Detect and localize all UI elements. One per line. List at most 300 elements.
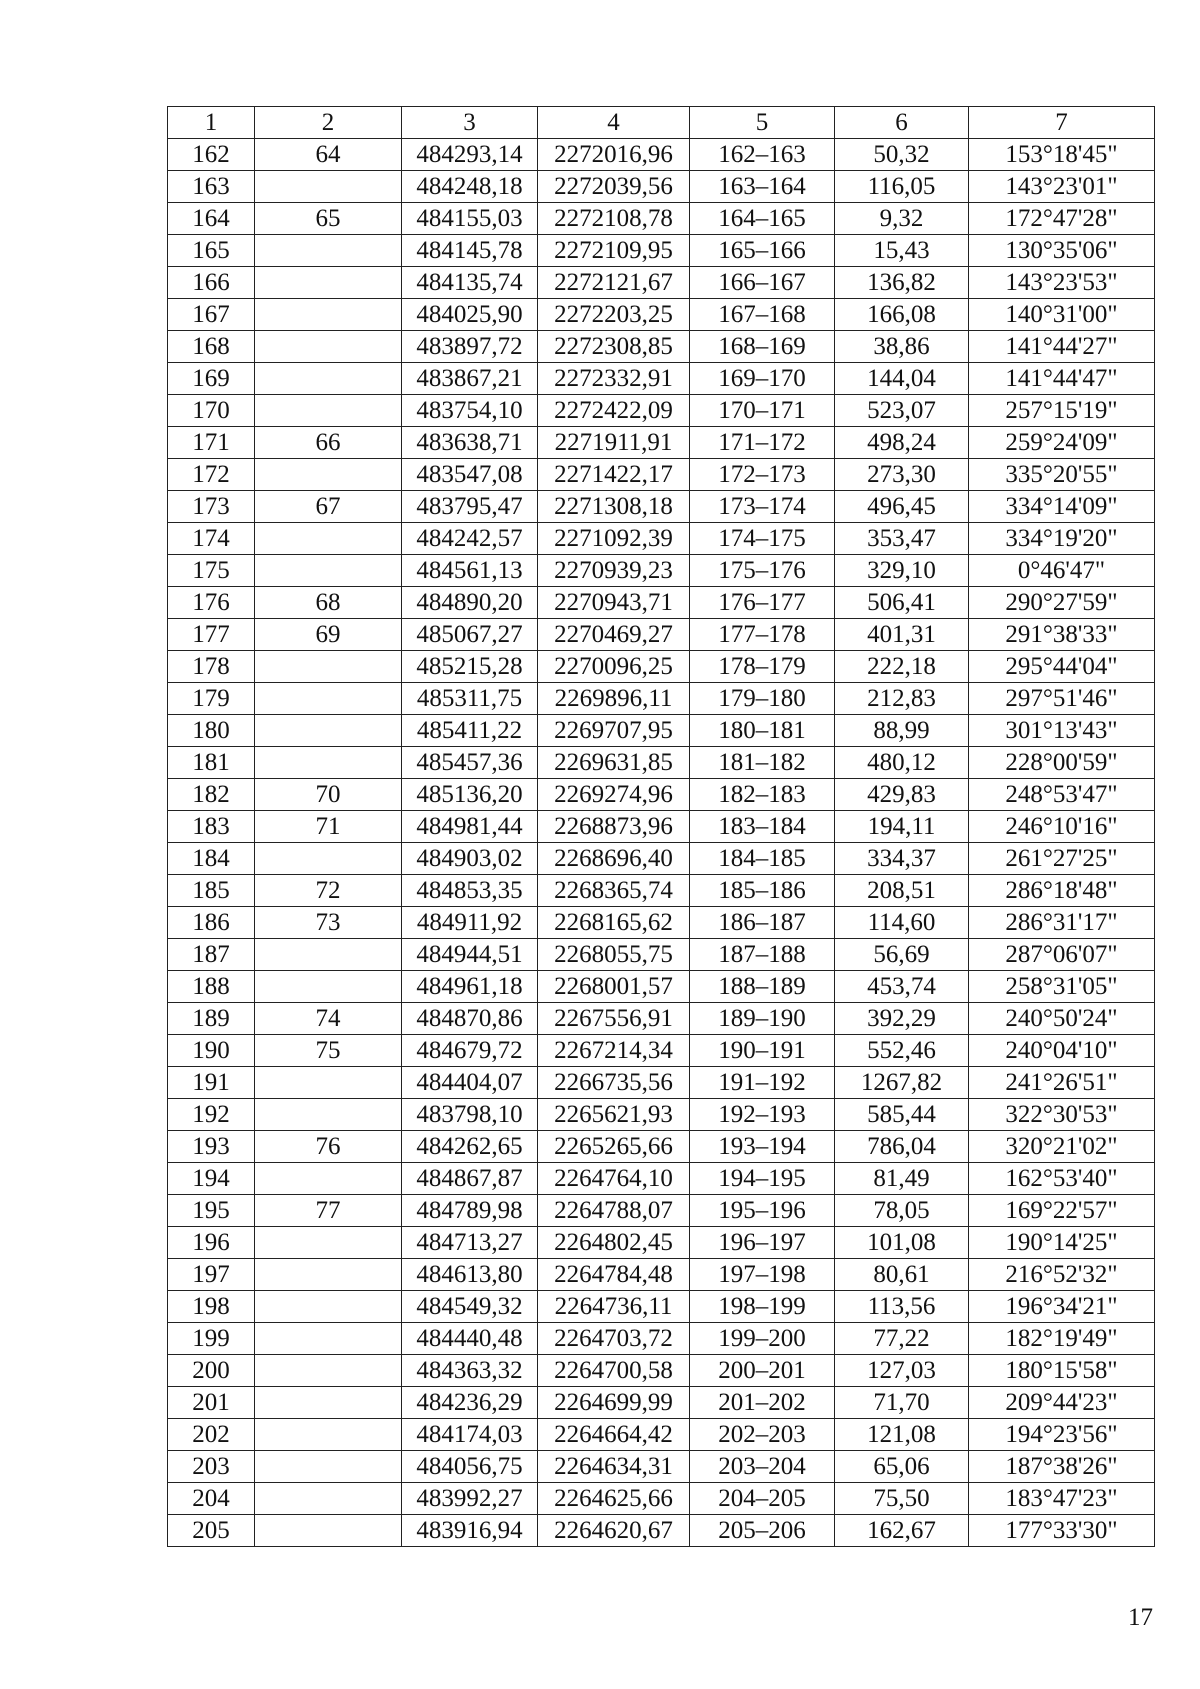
marker-number-cell bbox=[255, 1515, 402, 1547]
length-cell: 116,05 bbox=[835, 171, 969, 203]
table-row bbox=[168, 1419, 1155, 1451]
marker-number-cell bbox=[255, 1259, 402, 1291]
marker-number-cell bbox=[255, 459, 402, 491]
segment-cell: 204–205 bbox=[690, 1483, 835, 1515]
coord-x-cell: 484561,13 bbox=[402, 555, 538, 587]
table-row bbox=[168, 715, 1155, 747]
coord-y-cell: 2268165,62 bbox=[538, 907, 690, 939]
coord-x-cell: 484242,57 bbox=[402, 523, 538, 555]
segment-cell: 185–186 bbox=[690, 875, 835, 907]
length-cell: 88,99 bbox=[835, 715, 969, 747]
coord-y-cell: 2264664,42 bbox=[538, 1419, 690, 1451]
marker-number-cell: 64 bbox=[255, 139, 402, 171]
length-cell: 56,69 bbox=[835, 939, 969, 971]
length-cell: 136,82 bbox=[835, 267, 969, 299]
coord-y-cell: 2271092,39 bbox=[538, 523, 690, 555]
point-number-cell: 201 bbox=[168, 1387, 255, 1419]
coord-x-cell: 484713,27 bbox=[402, 1227, 538, 1259]
bearing-cell: 187°38'26" bbox=[969, 1451, 1155, 1483]
point-number-cell: 188 bbox=[168, 971, 255, 1003]
point-number-cell: 177 bbox=[168, 619, 255, 651]
coord-x-cell: 484890,20 bbox=[402, 587, 538, 619]
bearing-cell: 286°18'48" bbox=[969, 875, 1155, 907]
length-cell: 552,46 bbox=[835, 1035, 969, 1067]
coord-y-cell: 2271422,17 bbox=[538, 459, 690, 491]
marker-number-cell bbox=[255, 1323, 402, 1355]
segment-cell: 183–184 bbox=[690, 811, 835, 843]
length-cell: 75,50 bbox=[835, 1483, 969, 1515]
coord-y-cell: 2270943,71 bbox=[538, 587, 690, 619]
bearing-cell: 194°23'56" bbox=[969, 1419, 1155, 1451]
coord-y-cell: 2272332,91 bbox=[538, 363, 690, 395]
header-col-4: 4 bbox=[538, 107, 690, 139]
segment-cell: 180–181 bbox=[690, 715, 835, 747]
bearing-cell: 286°31'17" bbox=[969, 907, 1155, 939]
coord-y-cell: 2269274,96 bbox=[538, 779, 690, 811]
length-cell: 480,12 bbox=[835, 747, 969, 779]
table-row bbox=[168, 619, 1155, 651]
coord-x-cell: 485411,22 bbox=[402, 715, 538, 747]
bearing-cell: 143°23'53" bbox=[969, 267, 1155, 299]
marker-number-cell bbox=[255, 1099, 402, 1131]
table-header bbox=[168, 107, 1155, 139]
length-cell: 127,03 bbox=[835, 1355, 969, 1387]
coord-x-cell: 485215,28 bbox=[402, 651, 538, 683]
marker-number-cell: 72 bbox=[255, 875, 402, 907]
bearing-cell: 291°38'33" bbox=[969, 619, 1155, 651]
coord-y-cell: 2271911,91 bbox=[538, 427, 690, 459]
segment-cell: 176–177 bbox=[690, 587, 835, 619]
length-cell: 401,31 bbox=[835, 619, 969, 651]
coord-x-cell: 483638,71 bbox=[402, 427, 538, 459]
marker-number-cell: 68 bbox=[255, 587, 402, 619]
point-number-cell: 191 bbox=[168, 1067, 255, 1099]
bearing-cell: 183°47'23" bbox=[969, 1483, 1155, 1515]
length-cell: 114,60 bbox=[835, 907, 969, 939]
marker-number-cell bbox=[255, 1291, 402, 1323]
length-cell: 498,24 bbox=[835, 427, 969, 459]
table-row bbox=[168, 523, 1155, 555]
point-number-cell: 202 bbox=[168, 1419, 255, 1451]
bearing-cell: 180°15'58" bbox=[969, 1355, 1155, 1387]
point-number-cell: 205 bbox=[168, 1515, 255, 1547]
marker-number-cell bbox=[255, 523, 402, 555]
table-row bbox=[168, 1387, 1155, 1419]
segment-cell: 174–175 bbox=[690, 523, 835, 555]
segment-cell: 171–172 bbox=[690, 427, 835, 459]
length-cell: 101,08 bbox=[835, 1227, 969, 1259]
length-cell: 162,67 bbox=[835, 1515, 969, 1547]
coord-y-cell: 2264784,48 bbox=[538, 1259, 690, 1291]
table-row bbox=[168, 811, 1155, 843]
segment-cell: 188–189 bbox=[690, 971, 835, 1003]
point-number-cell: 198 bbox=[168, 1291, 255, 1323]
marker-number-cell bbox=[255, 555, 402, 587]
bearing-cell: 153°18'45" bbox=[969, 139, 1155, 171]
segment-cell: 199–200 bbox=[690, 1323, 835, 1355]
table-row bbox=[168, 235, 1155, 267]
marker-number-cell bbox=[255, 651, 402, 683]
length-cell: 77,22 bbox=[835, 1323, 969, 1355]
coord-y-cell: 2267556,91 bbox=[538, 1003, 690, 1035]
table-row bbox=[168, 491, 1155, 523]
point-number-cell: 179 bbox=[168, 683, 255, 715]
bearing-cell: 241°26'51" bbox=[969, 1067, 1155, 1099]
table-row bbox=[168, 459, 1155, 491]
coord-x-cell: 484155,03 bbox=[402, 203, 538, 235]
bearing-cell: 259°24'09" bbox=[969, 427, 1155, 459]
segment-cell: 172–173 bbox=[690, 459, 835, 491]
marker-number-cell: 67 bbox=[255, 491, 402, 523]
segment-cell: 178–179 bbox=[690, 651, 835, 683]
header-col-5: 5 bbox=[690, 107, 835, 139]
table-body bbox=[168, 139, 1155, 1547]
length-cell: 334,37 bbox=[835, 843, 969, 875]
coord-x-cell: 484549,32 bbox=[402, 1291, 538, 1323]
coord-y-cell: 2272109,95 bbox=[538, 235, 690, 267]
bearing-cell: 162°53'40" bbox=[969, 1163, 1155, 1195]
segment-cell: 197–198 bbox=[690, 1259, 835, 1291]
segment-cell: 186–187 bbox=[690, 907, 835, 939]
coord-x-cell: 484404,07 bbox=[402, 1067, 538, 1099]
segment-cell: 195–196 bbox=[690, 1195, 835, 1227]
coord-y-cell: 2271308,18 bbox=[538, 491, 690, 523]
coord-y-cell: 2264620,67 bbox=[538, 1515, 690, 1547]
point-number-cell: 190 bbox=[168, 1035, 255, 1067]
marker-number-cell: 74 bbox=[255, 1003, 402, 1035]
segment-cell: 205–206 bbox=[690, 1515, 835, 1547]
point-number-cell: 166 bbox=[168, 267, 255, 299]
coord-y-cell: 2272039,56 bbox=[538, 171, 690, 203]
segment-cell: 164–165 bbox=[690, 203, 835, 235]
coord-x-cell: 484025,90 bbox=[402, 299, 538, 331]
segment-cell: 162–163 bbox=[690, 139, 835, 171]
point-number-cell: 196 bbox=[168, 1227, 255, 1259]
coord-x-cell: 484056,75 bbox=[402, 1451, 538, 1483]
bearing-cell: 190°14'25" bbox=[969, 1227, 1155, 1259]
table-row bbox=[168, 427, 1155, 459]
bearing-cell: 196°34'21" bbox=[969, 1291, 1155, 1323]
table-row bbox=[168, 1483, 1155, 1515]
header-col-1: 1 bbox=[168, 107, 255, 139]
table-row bbox=[168, 555, 1155, 587]
bearing-cell: 248°53'47" bbox=[969, 779, 1155, 811]
length-cell: 38,86 bbox=[835, 331, 969, 363]
length-cell: 15,43 bbox=[835, 235, 969, 267]
coord-x-cell: 484870,86 bbox=[402, 1003, 538, 1035]
length-cell: 144,04 bbox=[835, 363, 969, 395]
length-cell: 496,45 bbox=[835, 491, 969, 523]
coord-y-cell: 2264788,07 bbox=[538, 1195, 690, 1227]
coord-x-cell: 484789,98 bbox=[402, 1195, 538, 1227]
bearing-cell: 0°46'47" bbox=[969, 555, 1155, 587]
length-cell: 113,56 bbox=[835, 1291, 969, 1323]
table-row bbox=[168, 139, 1155, 171]
marker-number-cell: 75 bbox=[255, 1035, 402, 1067]
point-number-cell: 183 bbox=[168, 811, 255, 843]
coord-x-cell: 484262,65 bbox=[402, 1131, 538, 1163]
marker-number-cell bbox=[255, 1419, 402, 1451]
bearing-cell: 246°10'16" bbox=[969, 811, 1155, 843]
segment-cell: 166–167 bbox=[690, 267, 835, 299]
coord-x-cell: 484145,78 bbox=[402, 235, 538, 267]
marker-number-cell bbox=[255, 363, 402, 395]
coord-x-cell: 483867,21 bbox=[402, 363, 538, 395]
table-row bbox=[168, 395, 1155, 427]
marker-number-cell bbox=[255, 331, 402, 363]
table-row bbox=[168, 1227, 1155, 1259]
table-row bbox=[168, 1291, 1155, 1323]
bearing-cell: 290°27'59" bbox=[969, 587, 1155, 619]
length-cell: 9,32 bbox=[835, 203, 969, 235]
point-number-cell: 203 bbox=[168, 1451, 255, 1483]
segment-cell: 192–193 bbox=[690, 1099, 835, 1131]
length-cell: 585,44 bbox=[835, 1099, 969, 1131]
point-number-cell: 169 bbox=[168, 363, 255, 395]
marker-number-cell bbox=[255, 843, 402, 875]
point-number-cell: 200 bbox=[168, 1355, 255, 1387]
table-row bbox=[168, 843, 1155, 875]
segment-cell: 187–188 bbox=[690, 939, 835, 971]
marker-number-cell: 70 bbox=[255, 779, 402, 811]
length-cell: 78,05 bbox=[835, 1195, 969, 1227]
coord-x-cell: 485136,20 bbox=[402, 779, 538, 811]
bearing-cell: 287°06'07" bbox=[969, 939, 1155, 971]
coord-x-cell: 483897,72 bbox=[402, 331, 538, 363]
segment-cell: 168–169 bbox=[690, 331, 835, 363]
point-number-cell: 194 bbox=[168, 1163, 255, 1195]
coord-y-cell: 2264736,11 bbox=[538, 1291, 690, 1323]
point-number-cell: 173 bbox=[168, 491, 255, 523]
length-cell: 1267,82 bbox=[835, 1067, 969, 1099]
coord-y-cell: 2268001,57 bbox=[538, 971, 690, 1003]
coord-y-cell: 2272422,09 bbox=[538, 395, 690, 427]
length-cell: 80,61 bbox=[835, 1259, 969, 1291]
point-number-cell: 171 bbox=[168, 427, 255, 459]
coord-x-cell: 483916,94 bbox=[402, 1515, 538, 1547]
bearing-cell: 228°00'59" bbox=[969, 747, 1155, 779]
segment-cell: 194–195 bbox=[690, 1163, 835, 1195]
header-row bbox=[168, 107, 1155, 139]
segment-cell: 190–191 bbox=[690, 1035, 835, 1067]
table-row bbox=[168, 939, 1155, 971]
coord-y-cell: 2268873,96 bbox=[538, 811, 690, 843]
marker-number-cell bbox=[255, 683, 402, 715]
coord-y-cell: 2272308,85 bbox=[538, 331, 690, 363]
segment-cell: 179–180 bbox=[690, 683, 835, 715]
marker-number-cell bbox=[255, 1355, 402, 1387]
coord-x-cell: 485067,27 bbox=[402, 619, 538, 651]
coord-y-cell: 2268365,74 bbox=[538, 875, 690, 907]
marker-number-cell: 77 bbox=[255, 1195, 402, 1227]
segment-cell: 191–192 bbox=[690, 1067, 835, 1099]
point-number-cell: 170 bbox=[168, 395, 255, 427]
table-row bbox=[168, 363, 1155, 395]
coord-y-cell: 2272121,67 bbox=[538, 267, 690, 299]
bearing-cell: 301°13'43" bbox=[969, 715, 1155, 747]
table-row bbox=[168, 587, 1155, 619]
coord-y-cell: 2269896,11 bbox=[538, 683, 690, 715]
marker-number-cell bbox=[255, 1387, 402, 1419]
coord-y-cell: 2264699,99 bbox=[538, 1387, 690, 1419]
table-row bbox=[168, 651, 1155, 683]
point-number-cell: 186 bbox=[168, 907, 255, 939]
marker-number-cell bbox=[255, 171, 402, 203]
coord-y-cell: 2268696,40 bbox=[538, 843, 690, 875]
point-number-cell: 189 bbox=[168, 1003, 255, 1035]
coord-x-cell: 484867,87 bbox=[402, 1163, 538, 1195]
point-number-cell: 176 bbox=[168, 587, 255, 619]
marker-number-cell bbox=[255, 1483, 402, 1515]
coord-x-cell: 484135,74 bbox=[402, 267, 538, 299]
segment-cell: 175–176 bbox=[690, 555, 835, 587]
point-number-cell: 163 bbox=[168, 171, 255, 203]
coord-y-cell: 2264764,10 bbox=[538, 1163, 690, 1195]
length-cell: 506,41 bbox=[835, 587, 969, 619]
point-number-cell: 192 bbox=[168, 1099, 255, 1131]
marker-number-cell bbox=[255, 1067, 402, 1099]
coord-y-cell: 2272203,25 bbox=[538, 299, 690, 331]
segment-cell: 198–199 bbox=[690, 1291, 835, 1323]
point-number-cell: 165 bbox=[168, 235, 255, 267]
page-number: 17 bbox=[1128, 1604, 1153, 1631]
coord-x-cell: 485457,36 bbox=[402, 747, 538, 779]
coord-x-cell: 483795,47 bbox=[402, 491, 538, 523]
header-col-3: 3 bbox=[402, 107, 538, 139]
table-row bbox=[168, 971, 1155, 1003]
marker-number-cell bbox=[255, 395, 402, 427]
table-row bbox=[168, 1099, 1155, 1131]
table-row bbox=[168, 1003, 1155, 1035]
coord-x-cell: 484174,03 bbox=[402, 1419, 538, 1451]
bearing-cell: 130°35'06" bbox=[969, 235, 1155, 267]
point-number-cell: 199 bbox=[168, 1323, 255, 1355]
bearing-cell: 335°20'55" bbox=[969, 459, 1155, 491]
point-number-cell: 174 bbox=[168, 523, 255, 555]
table-row bbox=[168, 331, 1155, 363]
segment-cell: 181–182 bbox=[690, 747, 835, 779]
segment-cell: 167–168 bbox=[690, 299, 835, 331]
segment-cell: 193–194 bbox=[690, 1131, 835, 1163]
segment-cell: 202–203 bbox=[690, 1419, 835, 1451]
segment-cell: 182–183 bbox=[690, 779, 835, 811]
point-number-cell: 193 bbox=[168, 1131, 255, 1163]
coord-x-cell: 485311,75 bbox=[402, 683, 538, 715]
coord-x-cell: 484440,48 bbox=[402, 1323, 538, 1355]
coord-x-cell: 484853,35 bbox=[402, 875, 538, 907]
bearing-cell: 177°33'30" bbox=[969, 1515, 1155, 1547]
header-col-2: 2 bbox=[255, 107, 402, 139]
table-row bbox=[168, 1195, 1155, 1227]
coord-x-cell: 484911,92 bbox=[402, 907, 538, 939]
coord-y-cell: 2264625,66 bbox=[538, 1483, 690, 1515]
table-row bbox=[168, 299, 1155, 331]
segment-cell: 201–202 bbox=[690, 1387, 835, 1419]
length-cell: 453,74 bbox=[835, 971, 969, 1003]
table-row bbox=[168, 907, 1155, 939]
coord-x-cell: 484248,18 bbox=[402, 171, 538, 203]
point-number-cell: 167 bbox=[168, 299, 255, 331]
bearing-cell: 295°44'04" bbox=[969, 651, 1155, 683]
marker-number-cell bbox=[255, 267, 402, 299]
table-row bbox=[168, 203, 1155, 235]
table-row bbox=[168, 1163, 1155, 1195]
point-number-cell: 197 bbox=[168, 1259, 255, 1291]
bearing-cell: 297°51'46" bbox=[969, 683, 1155, 715]
length-cell: 208,51 bbox=[835, 875, 969, 907]
segment-cell: 169–170 bbox=[690, 363, 835, 395]
header-col-7: 7 bbox=[969, 107, 1155, 139]
table-row bbox=[168, 1515, 1155, 1547]
bearing-cell: 169°22'57" bbox=[969, 1195, 1155, 1227]
coord-y-cell: 2269707,95 bbox=[538, 715, 690, 747]
bearing-cell: 322°30'53" bbox=[969, 1099, 1155, 1131]
bearing-cell: 209°44'23" bbox=[969, 1387, 1155, 1419]
coord-y-cell: 2265265,66 bbox=[538, 1131, 690, 1163]
bearing-cell: 261°27'25" bbox=[969, 843, 1155, 875]
coord-x-cell: 484981,44 bbox=[402, 811, 538, 843]
bearing-cell: 240°50'24" bbox=[969, 1003, 1155, 1035]
table-row bbox=[168, 1035, 1155, 1067]
bearing-cell: 334°14'09" bbox=[969, 491, 1155, 523]
coord-x-cell: 483798,10 bbox=[402, 1099, 538, 1131]
coord-x-cell: 483754,10 bbox=[402, 395, 538, 427]
coord-y-cell: 2268055,75 bbox=[538, 939, 690, 971]
coord-y-cell: 2264634,31 bbox=[538, 1451, 690, 1483]
coord-y-cell: 2264703,72 bbox=[538, 1323, 690, 1355]
coord-y-cell: 2266735,56 bbox=[538, 1067, 690, 1099]
table-row bbox=[168, 1259, 1155, 1291]
coord-y-cell: 2264700,58 bbox=[538, 1355, 690, 1387]
length-cell: 329,10 bbox=[835, 555, 969, 587]
segment-cell: 203–204 bbox=[690, 1451, 835, 1483]
marker-number-cell bbox=[255, 715, 402, 747]
marker-number-cell: 71 bbox=[255, 811, 402, 843]
marker-number-cell bbox=[255, 747, 402, 779]
marker-number-cell: 76 bbox=[255, 1131, 402, 1163]
segment-cell: 196–197 bbox=[690, 1227, 835, 1259]
coord-y-cell: 2265621,93 bbox=[538, 1099, 690, 1131]
length-cell: 392,29 bbox=[835, 1003, 969, 1035]
segment-cell: 163–164 bbox=[690, 171, 835, 203]
marker-number-cell bbox=[255, 939, 402, 971]
coord-y-cell: 2264802,45 bbox=[538, 1227, 690, 1259]
point-number-cell: 182 bbox=[168, 779, 255, 811]
marker-number-cell: 65 bbox=[255, 203, 402, 235]
bearing-cell: 141°44'47" bbox=[969, 363, 1155, 395]
point-number-cell: 162 bbox=[168, 139, 255, 171]
segment-cell: 177–178 bbox=[690, 619, 835, 651]
length-cell: 222,18 bbox=[835, 651, 969, 683]
length-cell: 786,04 bbox=[835, 1131, 969, 1163]
coord-x-cell: 484236,29 bbox=[402, 1387, 538, 1419]
length-cell: 194,11 bbox=[835, 811, 969, 843]
coord-y-cell: 2272016,96 bbox=[538, 139, 690, 171]
segment-cell: 165–166 bbox=[690, 235, 835, 267]
segment-cell: 200–201 bbox=[690, 1355, 835, 1387]
coord-y-cell: 2270096,25 bbox=[538, 651, 690, 683]
point-number-cell: 164 bbox=[168, 203, 255, 235]
point-number-cell: 184 bbox=[168, 843, 255, 875]
table-row bbox=[168, 267, 1155, 299]
length-cell: 353,47 bbox=[835, 523, 969, 555]
coord-x-cell: 484961,18 bbox=[402, 971, 538, 1003]
coord-x-cell: 484903,02 bbox=[402, 843, 538, 875]
point-number-cell: 181 bbox=[168, 747, 255, 779]
table-row bbox=[168, 683, 1155, 715]
table-row bbox=[168, 1067, 1155, 1099]
table-row bbox=[168, 1451, 1155, 1483]
